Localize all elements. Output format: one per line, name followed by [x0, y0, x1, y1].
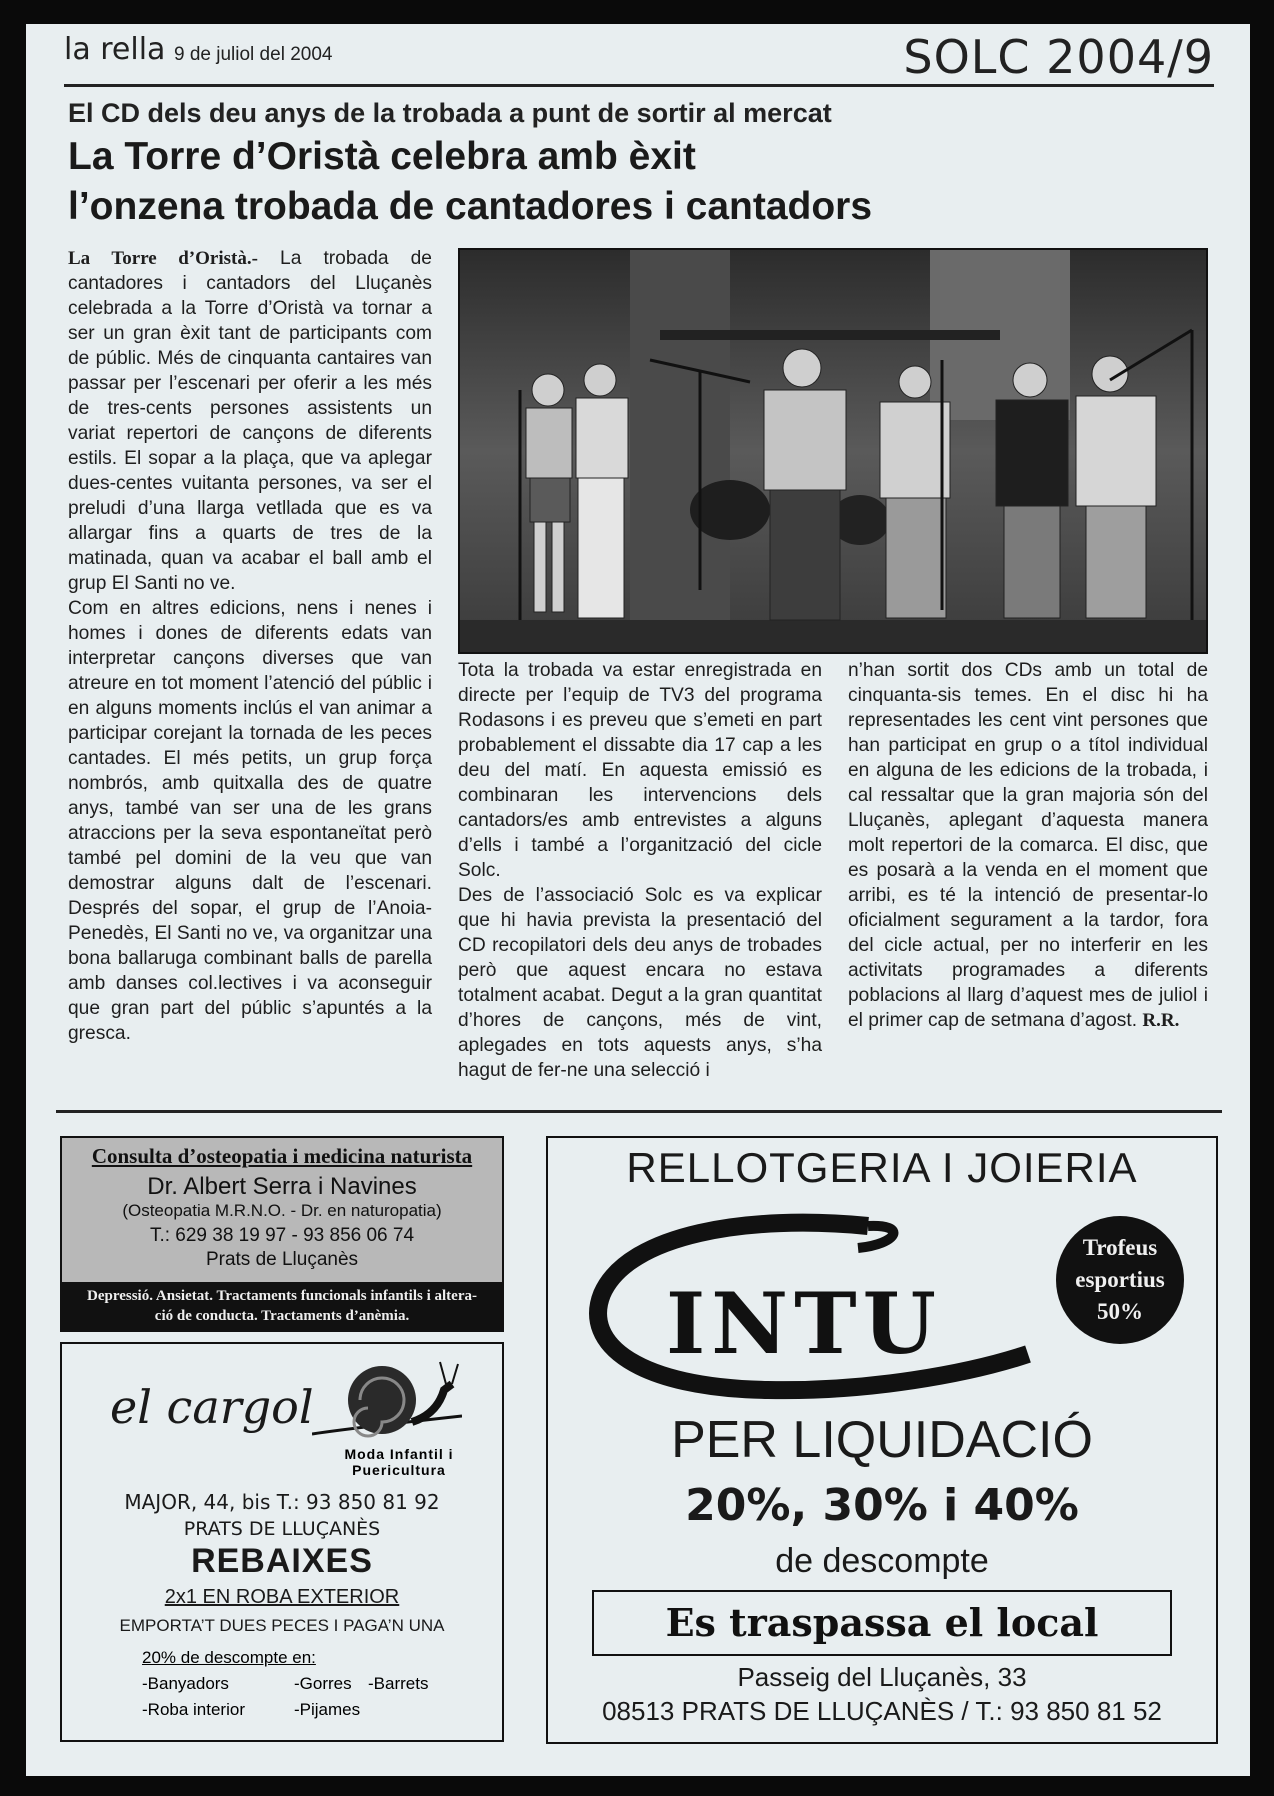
headline-line-2: l’onzena trobada de cantadores i cantadors	[68, 185, 873, 228]
ad-doctor-credentials: (Osteopatia M.R.N.O. - Dr. en naturopatia)	[122, 1201, 442, 1220]
cargol-logo-text: el cargol	[110, 1380, 314, 1434]
cargol-offer-2x1: 2x1 EN ROBA EXTERIOR	[164, 1586, 400, 1608]
cargol-sale-title: REBAIXES	[191, 1542, 373, 1580]
article-column-1	[68, 246, 432, 1046]
article-subheadline: El CD dels deu anys de la trobada a punt de sortir al mercat	[68, 98, 832, 128]
article-column-3	[848, 658, 1208, 1033]
cintu-title: RELLOTGERIA I JOIERIA	[626, 1144, 1138, 1191]
article-paragraph	[68, 246, 432, 596]
ad-cintu	[546, 1136, 1218, 1744]
article-column-2	[458, 658, 822, 1083]
badge-line: 50%	[1097, 1299, 1143, 1324]
ads-divider	[56, 1110, 1222, 1113]
header-rule	[64, 84, 1214, 87]
cintu-percentages: 20%, 30% i 40%	[685, 1480, 1079, 1531]
ad-osteopathy-title: Consulta d’osteopatia i medicina naturista	[91, 1144, 473, 1168]
cintu-transfer-notice: Es traspassa el local	[592, 1590, 1172, 1656]
trophies-badge	[1056, 1216, 1184, 1344]
publication-name: la rella	[64, 32, 166, 67]
cargol-item: -Banyadors	[142, 1674, 229, 1693]
ad-phone: T.: 629 38 19 97 - 93 856 06 74	[149, 1225, 415, 1246]
ad-doctor-name: Dr. Albert Serra i Navines	[147, 1173, 417, 1200]
newspaper-page	[26, 24, 1250, 1776]
article-paragraph: Tota la trobada va estar enregistrada en directe per l’equip de TV3 del programa Rodasons i es preveu que s’emeti en part probablement el dissabte dia 17 cap a les deu del matí. En aquesta emissió es combinaran les intervencions dels cantadors/es amb entrevistes a alguns d’ells i també a l’organització del cicle Solc.	[458, 660, 822, 881]
ad-el-cargol	[60, 1342, 504, 1742]
cintu-logo-text: INTU	[666, 1274, 942, 1373]
cintu-address: Passeig del Lluçanès, 33	[737, 1662, 1027, 1692]
article-paragraph: Des de l’associació Solc es va explicar que hi havia prevista la presentació del CD recopilatori dels deu anys de trobades però que aquest encara no estava totalment acabat. Degut a la gran quantitat d’hores de cançons, més de vint, aplegades en tots aquests anys, s’ha hagut de fer-ne una selecció i	[458, 885, 822, 1081]
tagline-line: Moda Infantil i	[344, 1446, 454, 1462]
cintu-discount: de descompte	[775, 1542, 989, 1580]
footer-line: ció de conducta. Tractaments d’anèmia.	[154, 1308, 410, 1324]
cargol-address: MAJOR, 44, bis T.: 93 850 81 92	[124, 1490, 440, 1514]
cargol-item: -Gorres	[294, 1674, 352, 1693]
paragraph-text: n’han sortit dos CDs amb un total de cinquanta-sis temes. En el disc hi ha representades les cent vint persones que han participat en grup o a títol individual en alguna de les edicions de la trobada, i cal ressaltar que la gran majoria són del Lluçanès, aplegant d’aquesta manera molt repertori de la comarca. El disc, que es posarà a la venda en el moment que arribi, es té la intenció de presentar-lo oficialment segurament a la tardor, fora del cicle actual, per no interferir en les activitats programades a diferents poblacions al llarg d’aquest mes de juliol i el primer cap de setmana d’agost.	[848, 660, 1208, 1031]
footer-line: Depressió. Ansietat. Tractaments funcionals infantils i altera-	[87, 1288, 477, 1304]
tagline-line: Puericultura	[352, 1462, 446, 1478]
article-headline	[68, 132, 1168, 232]
photo-children-singing	[460, 250, 1206, 652]
cargol-town: PRATS DE LLUÇANÈS	[183, 1518, 381, 1540]
cargol-tagline	[324, 1446, 474, 1478]
article-paragraph: Com en altres edicions, nens i nenes i homes i dones de diferents edats van interpretar cançons diverses que van atreure en tot moment l’atenció del públic i en alguns moments inclús el van animar a participar corejant la tornada de les peces cantades. El més petits, un grup força nombrós, amb quitxalla des de quatre anys, també van ser una de les grans atraccions per la seva espontaneïtat però també pel domini de la veu que van demostrar alguns dalt de l’escenari. Després del sopar, el grup de l’Anoia-Penedès, El Santi no ve, va organitzar una bona ballaruga combinant balls de parella amb danses col.lectives i va aconseguir que gran part del públic s’apuntés a la gresca.	[68, 598, 432, 1044]
paragraph-text: La trobada de cantadores i cantadors del Lluçanès celebrada a la Torre d’Oristà va tornar a ser un gran èxit tant de participants com de públic. Més de cinquanta cantaires van passar per l’escenari per oferir a les més de tres-cents persones assistents un variat repertori de cançons de diferents estils. El sopar a la plaça, que va aplegar dues-centes vuitanta persones, va ser el preludi d’una llarga vetllada que es va allargar fins a quarts de tres de la matinada, quan va acabar el ball amb el grup El Santi no ve.	[68, 248, 432, 594]
headline-line-1: La Torre d’Oristà celebra amb èxit	[68, 135, 696, 178]
article-photo	[458, 248, 1208, 654]
article-paragraph	[848, 658, 1208, 1033]
cargol-discount: 20% de descompte en:	[142, 1648, 316, 1667]
ad-osteopathy-footer	[62, 1282, 502, 1330]
cargol-item: -Barrets	[368, 1674, 429, 1693]
cintu-postal-phone: 08513 PRATS DE LLUÇANÈS / T.: 93 850 81 52	[602, 1696, 1162, 1726]
ad-osteopathy	[60, 1136, 504, 1332]
article-byline: La Torre d’Oristà.-	[68, 248, 258, 269]
ad-town: Prats de Lluçanès	[205, 1249, 359, 1270]
snail-icon	[312, 1354, 462, 1444]
article-signature: R.R.	[1142, 1010, 1180, 1031]
cargol-item: -Pijames	[294, 1700, 361, 1719]
badge-line: Trofeus	[1082, 1235, 1158, 1260]
section-title: SOLC 2004/9	[903, 30, 1214, 84]
cargol-item: -Roba interior	[142, 1700, 245, 1719]
cargol-offer-note: EMPORTA’T DUES PECES I PAGA’N UNA	[119, 1616, 445, 1635]
issue-date: 9 de juliol del 2004	[174, 44, 333, 65]
cintu-liquidation: PER LIQUIDACIÓ	[671, 1411, 1093, 1469]
badge-line: esportius	[1075, 1267, 1165, 1292]
